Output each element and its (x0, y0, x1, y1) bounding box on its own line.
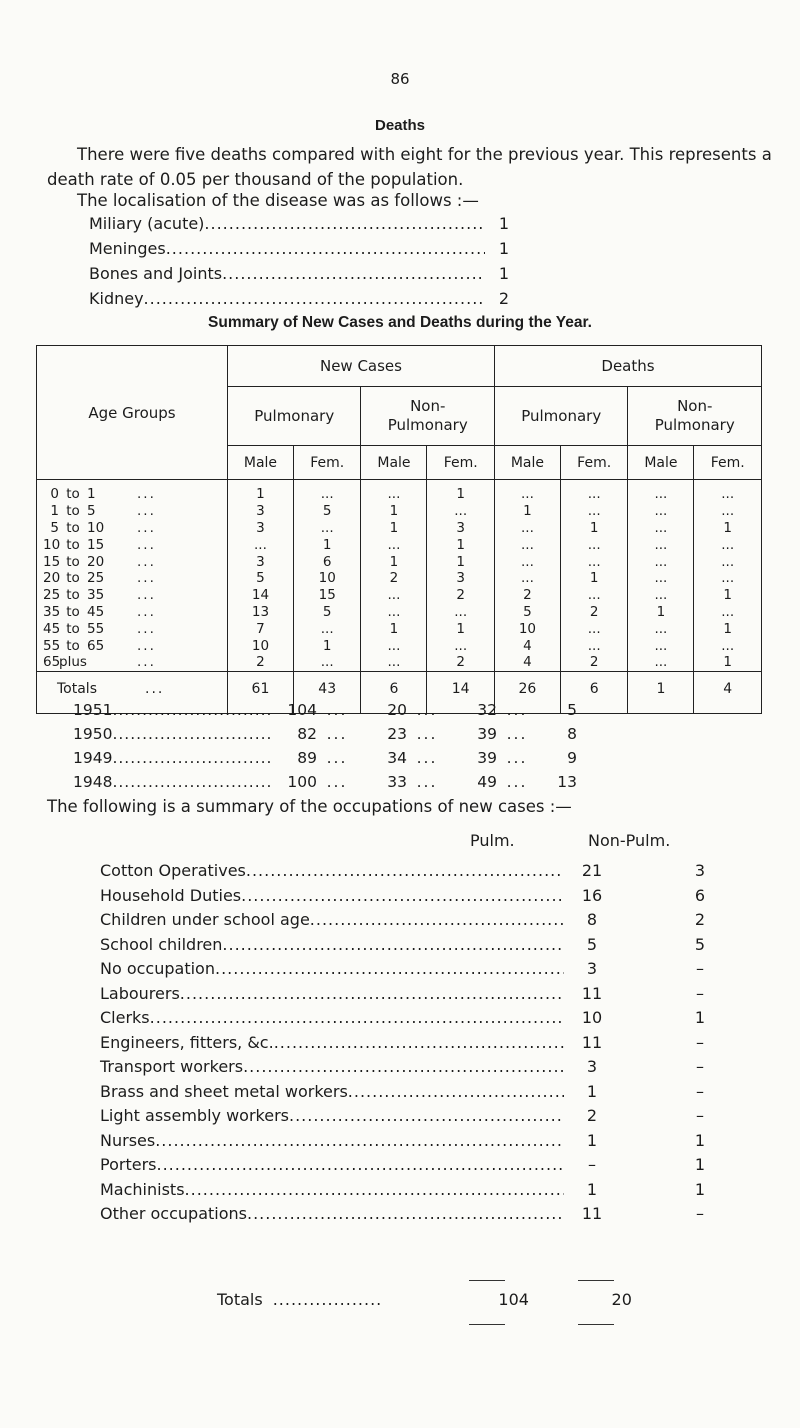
occupation-name: Other occupations (100, 1204, 247, 1223)
intro-text: There were five deaths compared with eight for the previous year. This represents a death rate of 0.05 per thousand of the population. (47, 145, 772, 189)
table-cell: ... (694, 553, 762, 570)
table-cell: 5 (293, 604, 361, 621)
leader-dots (222, 935, 564, 954)
total-non-pulm: 20 (611, 1290, 632, 1309)
leader-dots (247, 1204, 564, 1223)
occupation-non-pulm: 1 (694, 1179, 706, 1199)
table-cell: 5 (494, 604, 560, 621)
table-cell: ... (560, 553, 628, 570)
separator-dots: ... (506, 749, 528, 767)
table-cell: ... (361, 480, 427, 503)
table-cell: 1 (694, 587, 762, 604)
table-cell: ... (628, 587, 694, 604)
occupation-row (100, 861, 720, 886)
table-cell: 1 (228, 480, 294, 503)
separator-dots: ... (416, 773, 438, 791)
table-cell: ... (560, 536, 628, 553)
deaths-non-pulmonary-header: Non- Pulmonary (628, 387, 762, 446)
table-cell: ... (628, 520, 694, 537)
table-cell: 3 (427, 570, 495, 587)
year-value: 5 (567, 701, 577, 719)
non-pulm-header: Non-Pulm. (588, 831, 671, 850)
table-cell: 13 (228, 604, 294, 621)
table-row (37, 503, 762, 520)
table-cell: 1 (694, 620, 762, 637)
totals-cell: 1 (628, 671, 694, 713)
occupation-name: Clerks (100, 1008, 150, 1027)
table-cell: 6 (293, 553, 361, 570)
table-cell: ... (628, 620, 694, 637)
table-cell: 1 (293, 536, 361, 553)
age-group-cell: 25 to 35 ... (37, 587, 228, 604)
deaths-pulmonary-header: Pulmonary (494, 387, 627, 446)
table-cell: ... (361, 654, 427, 671)
occupation-name: Porters (100, 1155, 157, 1174)
leader-dots: .................. (272, 1290, 383, 1309)
occupation-row (100, 959, 720, 984)
occupation-non-pulm: 1 (694, 1130, 706, 1150)
table-cell: 1 (361, 553, 427, 570)
table-cell: ... (560, 503, 628, 520)
occupation-name: Nurses (100, 1130, 156, 1150)
table-cell: 10 (293, 570, 361, 587)
totals-cell: 4 (694, 671, 762, 713)
age-group-cell: 55 to 65 ... (37, 637, 228, 654)
table-cell: ... (293, 654, 361, 671)
table-cell: 2 (427, 654, 495, 671)
table-cell: ... (694, 637, 762, 654)
age-group-cell: 5 to 10 ... (37, 520, 228, 537)
table-cell: ... (560, 587, 628, 604)
table-cell: ... (628, 654, 694, 671)
totals-cell: 43 (293, 671, 361, 713)
female-header: Fem. (694, 446, 762, 480)
total-rule-top (578, 1280, 614, 1281)
table-cell: ... (494, 553, 560, 570)
localisation-site: Meninges (89, 239, 166, 258)
year-value: 100 (287, 773, 317, 791)
occupation-name: Household Duties (100, 885, 242, 905)
table-cell: 1 (694, 654, 762, 671)
occupation-row (100, 1057, 720, 1082)
year-value: 39 (477, 749, 497, 767)
table-cell: ... (361, 587, 427, 604)
totals-cell: 61 (228, 671, 294, 713)
table-cell: 14 (228, 587, 294, 604)
table-cell: 1 (560, 520, 628, 537)
table-cell: 1 (427, 536, 495, 553)
year-value: 20 (387, 701, 407, 719)
year-value: 32 (477, 701, 497, 719)
male-header: Male (494, 446, 560, 480)
intro-paragraph (47, 142, 777, 192)
age-group-cell: 20 to 25 ... (37, 570, 228, 587)
occupation-non-pulm: – (696, 983, 704, 1003)
leader-dots (156, 1155, 564, 1174)
leader-dots (166, 239, 485, 258)
localisation-item (89, 264, 509, 289)
table-cell: 2 (427, 587, 495, 604)
table-cell: ... (560, 620, 628, 637)
table-cell: ... (694, 503, 762, 520)
separator-dots: ... (416, 749, 438, 767)
table-cell: 4 (494, 654, 560, 671)
table-row (37, 480, 762, 503)
leader-dots (150, 1008, 564, 1027)
localisation-site: Bones and Joints (89, 264, 223, 283)
table-cell: 1 (694, 520, 762, 537)
male-header: Male (628, 446, 694, 480)
occupation-non-pulm: 6 (694, 885, 706, 905)
separator-dots: ... (506, 725, 528, 743)
table-cell: 1 (427, 553, 495, 570)
new-pulmonary-header: Pulmonary (228, 387, 361, 446)
occupation-pulm: 11 (581, 1032, 603, 1052)
year-value: 8 (567, 725, 577, 743)
table-cell: ... (293, 480, 361, 503)
total-rule-top (469, 1280, 505, 1281)
table-cell: ... (628, 637, 694, 654)
year-value: 13 (557, 773, 577, 791)
new-non-pulmonary-header: Non- Pulmonary (361, 387, 494, 446)
totals-cell: 6 (361, 671, 427, 713)
occupation-pulm: 1 (586, 1081, 598, 1101)
leader-dots (144, 289, 485, 308)
table-cell: ... (494, 536, 560, 553)
occupation-name: No occupation (100, 959, 215, 978)
occupation-row (100, 1180, 720, 1205)
year-value: 89 (297, 749, 317, 767)
yearly-comparison (73, 701, 723, 797)
occupation-pulm: 3 (586, 959, 598, 978)
separator-dots: ... (416, 701, 438, 719)
localisation-site: Miliary (acute) (89, 214, 205, 233)
occupation-row (100, 1033, 720, 1058)
leader-dots (204, 214, 485, 233)
separator-dots: ... (416, 725, 438, 743)
table-cell: ... (494, 570, 560, 587)
occupation-row (100, 1008, 720, 1033)
table-cell: ... (361, 637, 427, 654)
table-row (37, 654, 762, 671)
occupation-non-pulm: – (696, 1204, 704, 1223)
occupation-row (100, 935, 720, 960)
year-row (73, 749, 723, 773)
occupation-row (100, 1155, 720, 1180)
age-group-cell: 65plus ... (37, 654, 228, 671)
leader-dots (155, 1131, 564, 1150)
localisation-site: Kidney (89, 289, 144, 308)
table-cell: ... (494, 520, 560, 537)
table-row (37, 553, 762, 570)
occupation-row (100, 1082, 720, 1107)
table-cell: ... (293, 620, 361, 637)
page-number: 86 (390, 70, 410, 88)
new-cases-header: New Cases (228, 346, 495, 387)
localisation-count: 1 (498, 214, 509, 233)
age-group-cell: 15 to 20 ... (37, 553, 228, 570)
table-cell: 5 (293, 503, 361, 520)
table-cell: 1 (361, 520, 427, 537)
table-cell: 1 (494, 503, 560, 520)
occupation-name: Labourers (100, 983, 180, 1003)
female-header: Fem. (427, 446, 495, 480)
year-label: 1949 ..... (73, 749, 273, 767)
table-row (37, 536, 762, 553)
table-cell: ... (494, 480, 560, 503)
table-cell: 4 (494, 637, 560, 654)
leader-dots (243, 1057, 564, 1076)
year-label: 1951 ..... (73, 701, 273, 719)
table-row (37, 570, 762, 587)
occupation-pulm: 2 (586, 1106, 598, 1125)
occupation-pulm: 21 (581, 861, 603, 880)
occupation-name: Children under school age (100, 910, 310, 929)
table-cell: ... (694, 480, 762, 503)
table-cell: ... (628, 536, 694, 553)
total-pulm: 104 (498, 1290, 529, 1309)
localisation-item (89, 214, 509, 239)
table-cell: ... (694, 570, 762, 587)
table-cell: ... (361, 604, 427, 621)
age-group-cell: 1 to 5 ... (37, 503, 228, 520)
table-cell: 1 (361, 620, 427, 637)
table-cell: 3 (228, 553, 294, 570)
year-row (73, 773, 723, 797)
occupation-name: Transport workers (100, 1057, 244, 1076)
table-cell: 2 (494, 587, 560, 604)
leader-dots (289, 1106, 564, 1125)
occupation-pulm: 16 (581, 885, 603, 905)
table-row (37, 604, 762, 621)
age-group-cell: 35 to 45 ... (37, 604, 228, 621)
occupations-intro: The following is a summary of the occupations of new cases :— (47, 797, 572, 816)
year-value: 23 (387, 725, 407, 743)
table-cell: 1 (293, 637, 361, 654)
leader-dots (246, 861, 564, 880)
table-cell: ... (427, 503, 495, 520)
separator-dots: ... (326, 701, 348, 719)
summary-table (36, 345, 762, 714)
occupation-non-pulm: 5 (694, 934, 706, 954)
table-cell: ... (228, 536, 294, 553)
table-cell: 10 (228, 637, 294, 654)
year-value: 33 (387, 773, 407, 791)
occupation-non-pulm: 1 (694, 1008, 706, 1027)
age-group-cell: 0 to 1 ... (37, 480, 228, 503)
leader-dots (222, 264, 485, 283)
table-cell: ... (628, 570, 694, 587)
occupation-name: Engineers, fitters, &c. (100, 1032, 274, 1052)
table-cell: ... (694, 536, 762, 553)
occupations-totals-row (100, 1290, 720, 1309)
occupation-non-pulm: – (696, 1057, 704, 1076)
table-row (37, 520, 762, 537)
separator-dots: ... (506, 701, 528, 719)
localisation-intro (47, 188, 777, 213)
localisation-item (89, 289, 509, 314)
table-cell: ... (427, 637, 495, 654)
section-heading-deaths: Deaths (374, 117, 426, 134)
table-cell: ... (361, 536, 427, 553)
female-header: Fem. (293, 446, 361, 480)
occupation-pulm: 5 (586, 934, 598, 954)
localisation-intro-text: The localisation of the disease was as follows :— (77, 191, 479, 210)
table-cell: 1 (427, 480, 495, 503)
year-row (73, 725, 723, 749)
occupation-non-pulm: – (696, 1106, 704, 1125)
year-value: 49 (477, 773, 497, 791)
leader-dots (241, 886, 564, 905)
occupation-row (100, 1131, 720, 1156)
totals-cell: 6 (560, 671, 628, 713)
occupation-non-pulm: – (696, 959, 704, 978)
table-row (37, 637, 762, 654)
age-groups-header: Age Groups (37, 346, 228, 480)
localisation-list (89, 214, 509, 314)
leader-dots (215, 959, 564, 978)
leader-dots (185, 1180, 564, 1199)
table-cell: ... (628, 553, 694, 570)
age-group-cell: 10 to 15 ... (37, 536, 228, 553)
separator-dots: ... (326, 773, 348, 791)
year-value: 104 (287, 701, 317, 719)
separator-dots: ... (326, 749, 348, 767)
summary-title: Summary of New Cases and Deaths during the Year. (208, 314, 592, 331)
occupation-row (100, 984, 720, 1009)
occupation-pulm: 1 (586, 1179, 598, 1199)
leader-dots (310, 910, 564, 929)
occupation-non-pulm: – (696, 1081, 704, 1101)
occupation-non-pulm: 2 (694, 910, 706, 929)
table-cell: 3 (427, 520, 495, 537)
table-cell: 7 (228, 620, 294, 637)
occupation-row (100, 910, 720, 935)
leader-dots (180, 984, 564, 1003)
leader-dots (274, 1033, 564, 1052)
occupation-pulm: – (588, 1155, 596, 1174)
table-cell: ... (694, 604, 762, 621)
occupation-name: Light assembly workers (100, 1106, 289, 1125)
table-cell: ... (628, 480, 694, 503)
occupation-non-pulm: 1 (694, 1155, 706, 1174)
total-rule-bottom (469, 1324, 505, 1325)
table-cell: 2 (361, 570, 427, 587)
localisation-item (89, 239, 509, 264)
male-header: Male (228, 446, 294, 480)
occupation-pulm: 8 (586, 910, 598, 929)
totals-label: Totals (217, 1290, 263, 1309)
table-cell: 2 (560, 604, 628, 621)
totals-cell: 14 (427, 671, 495, 713)
separator-dots: ... (506, 773, 528, 791)
table-row (37, 620, 762, 637)
table-cell: ... (560, 480, 628, 503)
table-cell: ... (427, 604, 495, 621)
table-cell: 1 (361, 503, 427, 520)
localisation-count: 1 (498, 264, 509, 283)
occupations-list (100, 861, 720, 1229)
year-value: 9 (567, 749, 577, 767)
male-header: Male (361, 446, 427, 480)
occupation-pulm: 1 (586, 1130, 598, 1150)
occupation-row (100, 1106, 720, 1131)
occupation-name: Brass and sheet metal workers (100, 1081, 348, 1101)
year-label: 1948 ..... (73, 773, 273, 791)
table-cell: 1 (427, 620, 495, 637)
table-cell: 3 (228, 503, 294, 520)
table-cell: 2 (560, 654, 628, 671)
table-cell: 10 (494, 620, 560, 637)
table-cell: 1 (628, 604, 694, 621)
occupation-row (100, 1204, 720, 1229)
year-row (73, 701, 723, 725)
year-value: 34 (387, 749, 407, 767)
table-cell: 3 (228, 520, 294, 537)
table-cell: 5 (228, 570, 294, 587)
occupation-name: School children (100, 934, 223, 954)
localisation-count: 2 (498, 289, 509, 308)
female-header: Fem. (560, 446, 628, 480)
pulm-header: Pulm. (470, 831, 515, 850)
total-rule-bottom (578, 1324, 614, 1325)
occupation-pulm: 11 (581, 983, 603, 1003)
table-cell: ... (560, 637, 628, 654)
totals-cell: 26 (494, 671, 560, 713)
occupation-pulm: 10 (581, 1008, 603, 1027)
year-label: 1950 ..... (73, 725, 273, 743)
table-cell: ... (628, 503, 694, 520)
age-group-cell: 45 to 55 ... (37, 620, 228, 637)
occupation-name: Cotton Operatives (100, 861, 246, 880)
year-value: 39 (477, 725, 497, 743)
occupation-non-pulm: – (696, 1032, 704, 1052)
occupation-non-pulm: 3 (694, 861, 706, 880)
separator-dots: ... (326, 725, 348, 743)
table-row (37, 587, 762, 604)
occupation-name: Machinists (100, 1179, 185, 1199)
leader-dots (348, 1082, 564, 1101)
table-cell: ... (293, 520, 361, 537)
occupation-pulm: 11 (581, 1204, 603, 1223)
table-cell: 2 (228, 654, 294, 671)
totals-label: Totals ... (37, 671, 228, 713)
deaths-header: Deaths (494, 346, 761, 387)
table-cell: 1 (560, 570, 628, 587)
occupation-row (100, 886, 720, 911)
localisation-count: 1 (498, 239, 509, 258)
year-value: 82 (297, 725, 317, 743)
table-cell: 15 (293, 587, 361, 604)
occupation-pulm: 3 (586, 1057, 598, 1076)
